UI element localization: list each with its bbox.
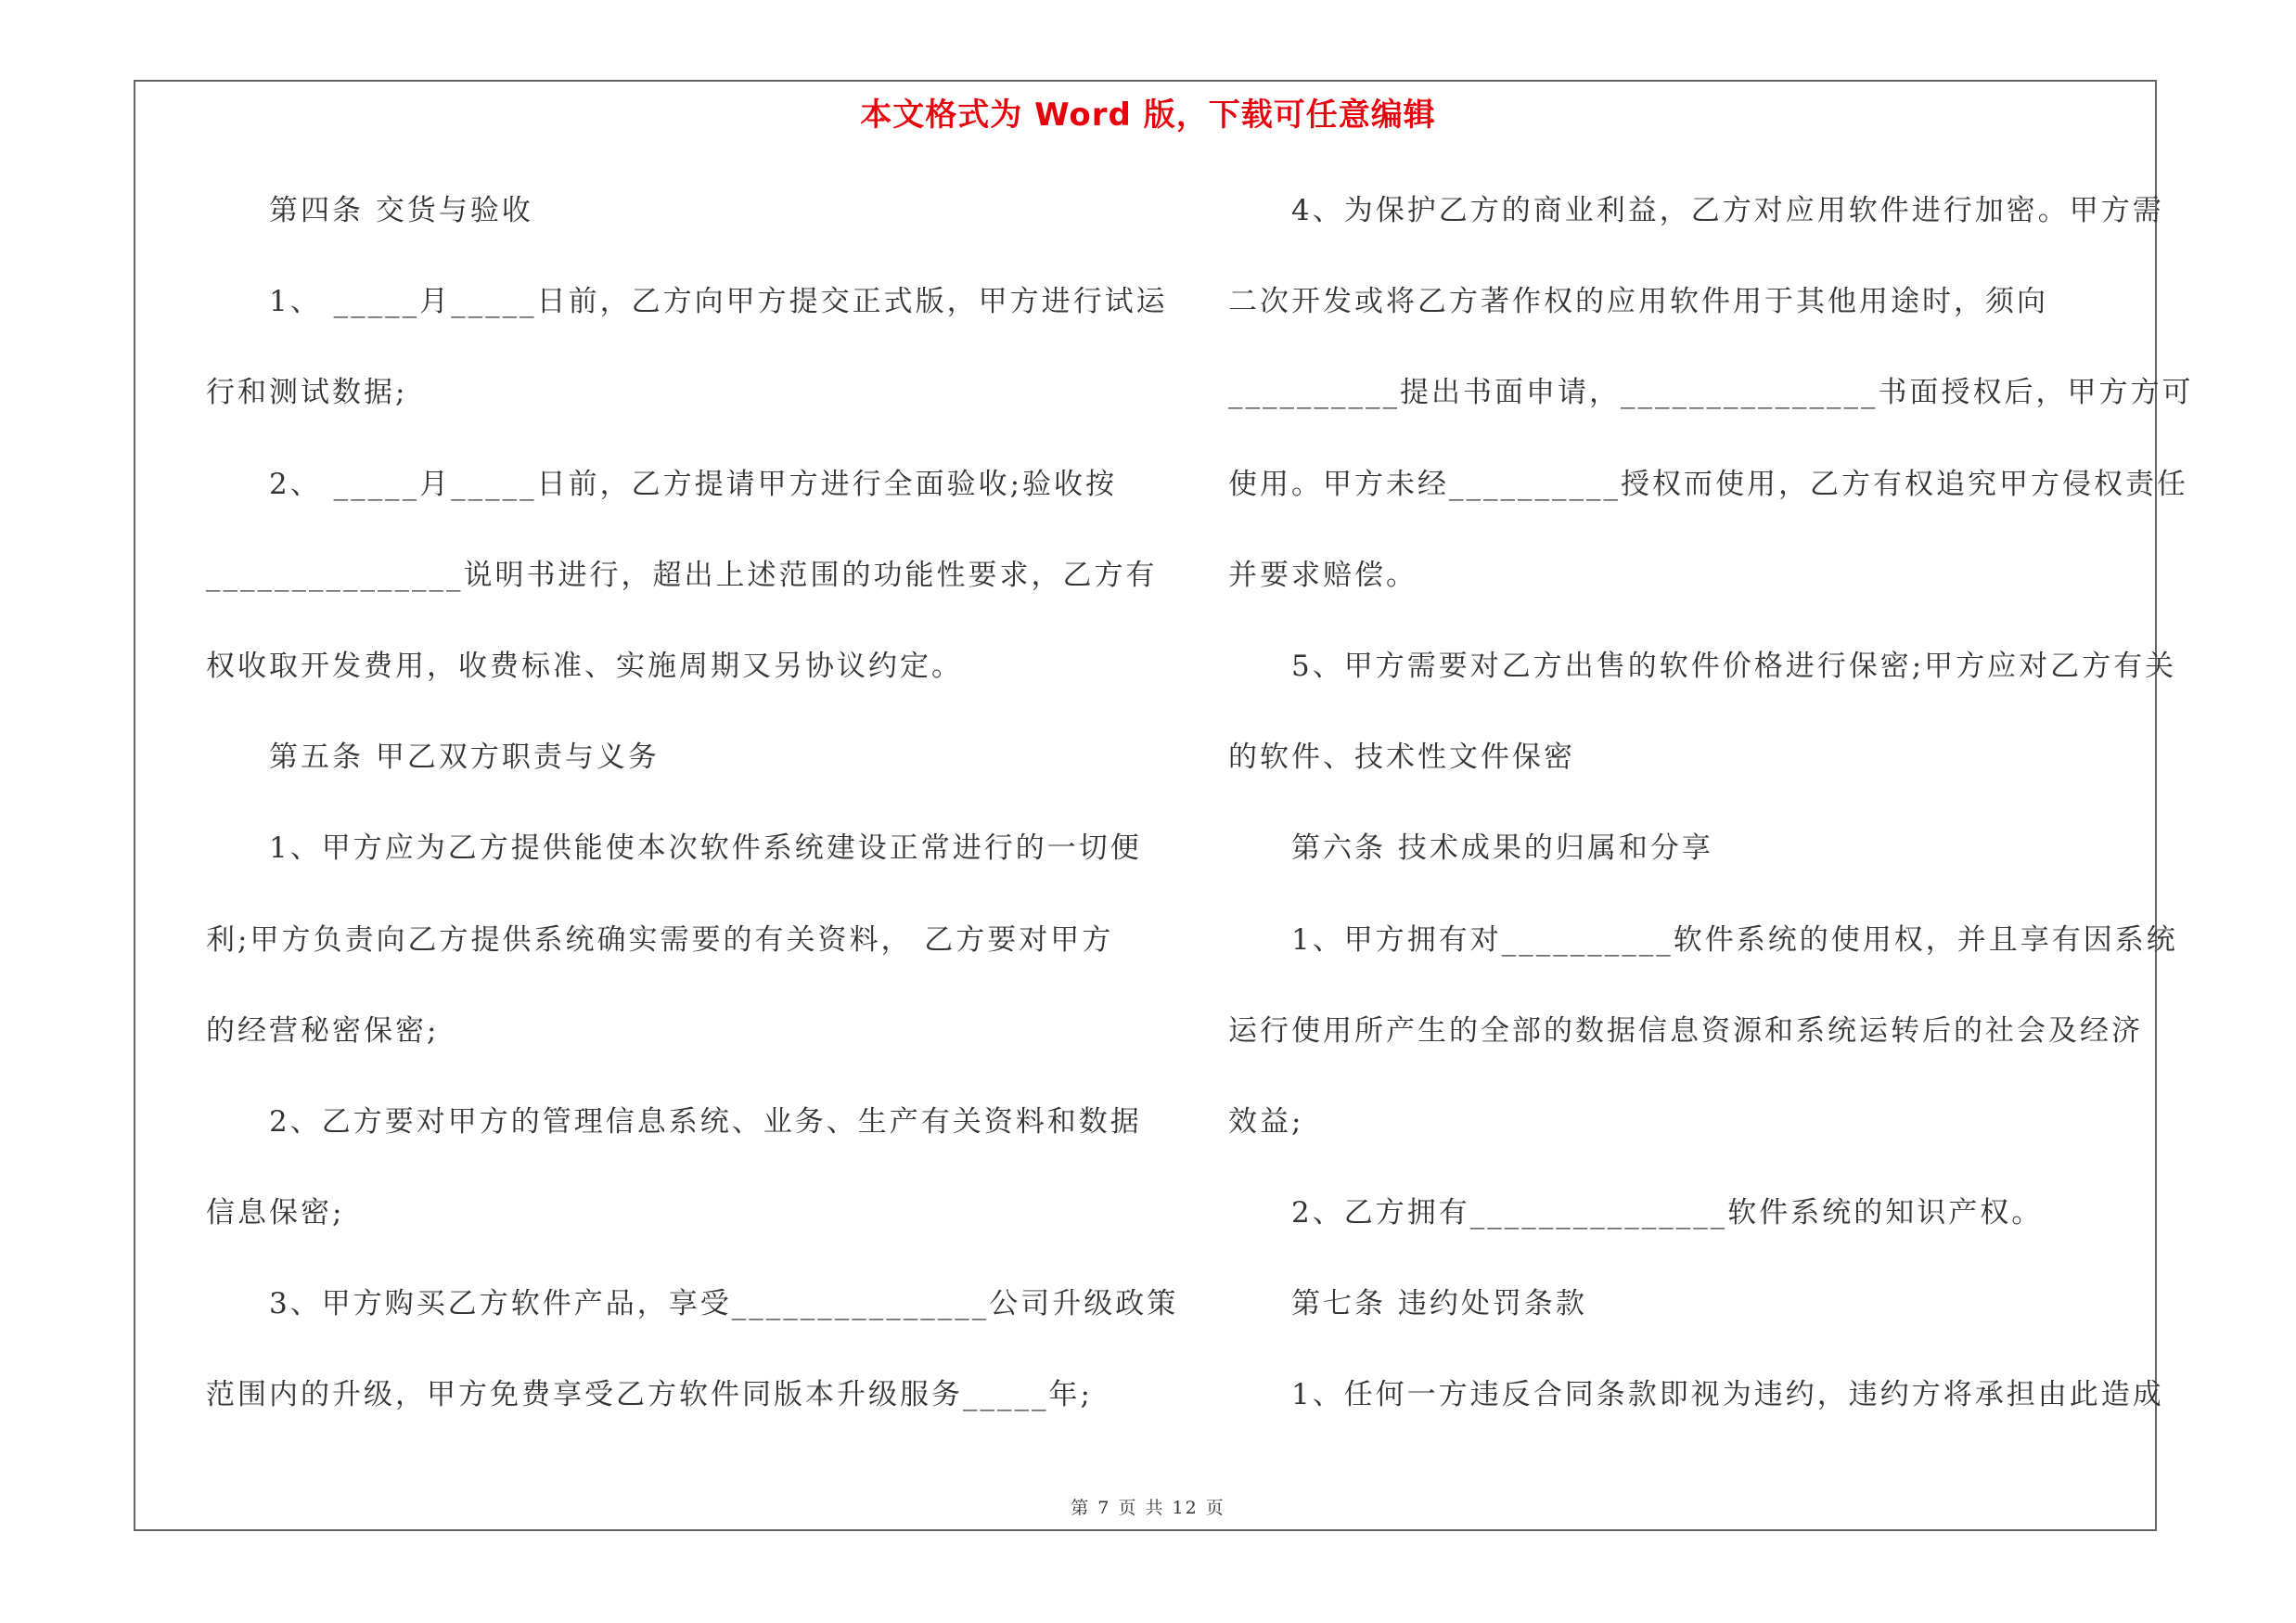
paragraph-line: 2、 _____月_____日前，乙方提请甲方进行全面验收;验收按 [269,467,1118,501]
paragraph-line: 5、甲方需要对乙方出售的软件价格进行保密;甲方应对乙方有关 [1291,649,2177,683]
paragraph-line: 行和测试数据; [206,376,408,410]
paragraph-line: 4、为保护乙方的商业利益，乙方对应用软件进行加密。甲方需 [1291,194,2164,227]
page-number-footer: 第 7 页 共 12 页 [1071,1498,1225,1518]
paragraph-line: 利;甲方负责向乙方提供系统确实需要的有关资料， 乙方要对甲方 [206,922,1114,957]
paragraph-line: 2、乙方要对甲方的管理信息系统、业务、生产有关资料和数据 [269,1104,1142,1139]
paragraph-line: 1、 _____月_____日前，乙方向甲方提交正式版，甲方进行试运 [269,285,1168,319]
format-banner: 本文格式为 Word 版，下载可任意编辑 [860,97,1436,134]
paragraph-line: 3、甲方购买乙方软件产品，享受_______________公司升级政策 [269,1287,1179,1321]
paragraph-line: 使用。甲方未经__________授权而使用，乙方有权追究甲方侵权责任 [1228,467,2188,501]
paragraph-line: 运行使用所产生的全部的数据信息资源和系统运转后的社会及经济 [1228,1013,2143,1048]
paragraph-line: 信息保密; [206,1196,345,1230]
paragraph-line: 的经营秘密保密; [206,1013,440,1048]
right-column [1228,184,2194,1460]
paragraph-line: 1、甲方应为乙方提供能使本次软件系统建设正常进行的一切便 [269,831,1142,866]
paragraph-line: 1、甲方拥有对__________软件系统的使用权，并且享有因系统 [1291,922,2178,957]
paragraph-line: 权收取开发费用，收费标准、实施周期又另协议约定。 [206,649,963,683]
paragraph-line: 第六条 技术成果的归属和分享 [1291,831,1713,866]
paragraph-line: 2、乙方拥有_______________软件系统的知识产权。 [1291,1196,2044,1230]
paragraph-line: 并要求赔偿。 [1228,558,1417,592]
paragraph-line: 1、任何一方违反合同条款即视为违约，违约方将承担由此造成 [1291,1378,2164,1412]
left-column [206,184,1179,1460]
paragraph-line: 第五条 甲乙双方职责与义务 [269,741,660,775]
paragraph-line: 效益; [1228,1104,1304,1139]
paragraph-line: 的软件、技术性文件保密 [1228,741,1575,775]
paragraph-line: __________提出书面申请，_______________书面授权后，甲方方可 [1228,376,2194,410]
paragraph-line: 第七条 违约处罚条款 [1291,1287,1587,1321]
paragraph-line: 第四条 交货与验收 [269,194,533,227]
paragraph-line: _______________说明书进行，超出上述范围的功能性要求，乙方有 [206,558,1158,592]
paragraph-line: 范围内的升级，甲方免费享受乙方软件同版本升级服务_____年; [206,1378,1093,1412]
paragraph-line: 二次开发或将乙方著作权的应用软件用于其他用途时，须向 [1228,285,2048,319]
